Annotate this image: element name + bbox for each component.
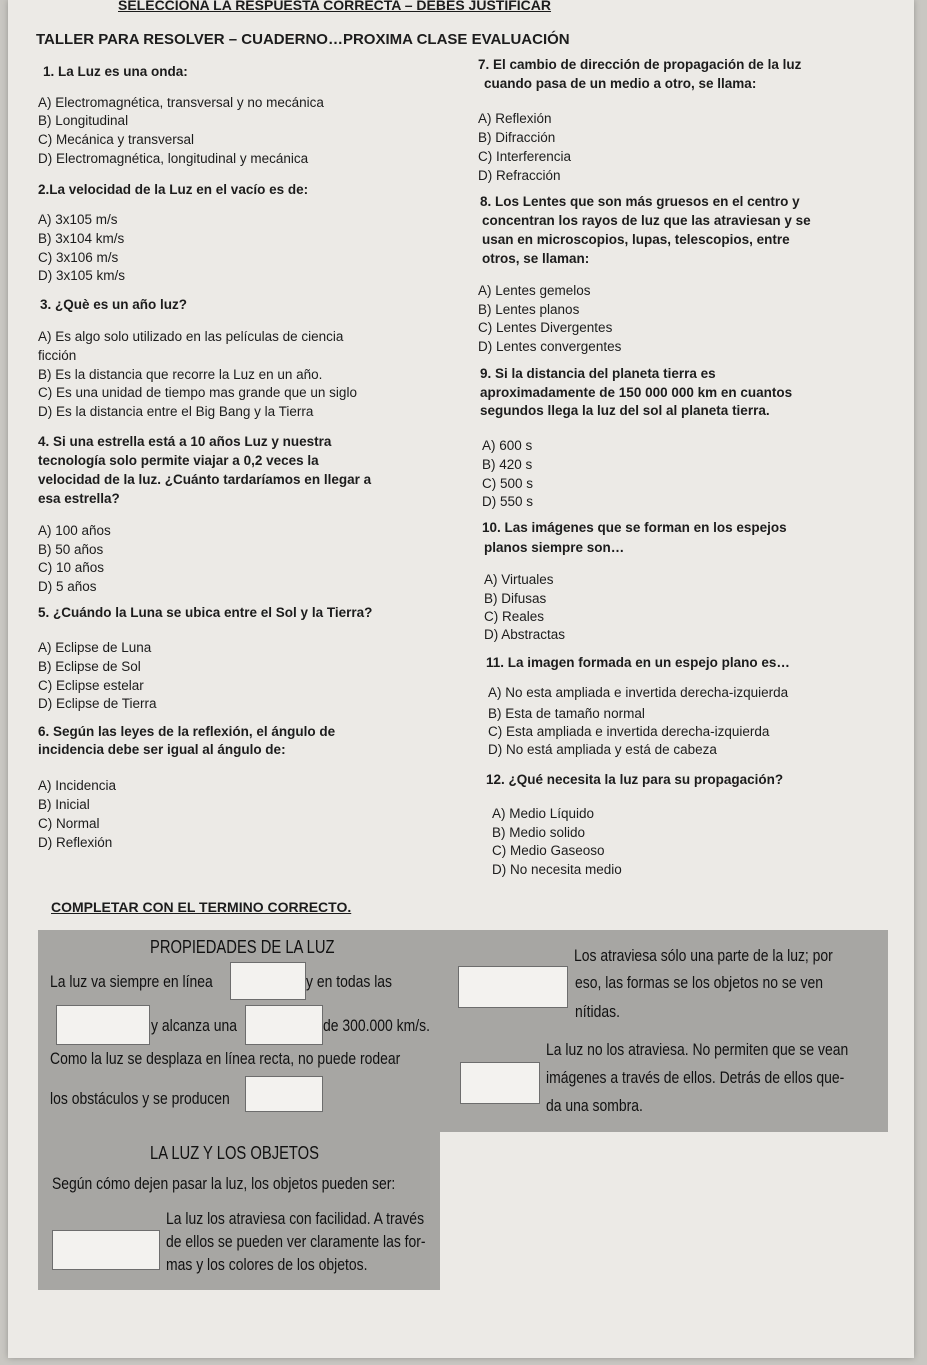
blank-box-3[interactable] <box>245 1005 323 1045</box>
q8-option-d: D) Lentes convergentes <box>478 339 622 354</box>
q3-option-a: A) Es algo solo utilizado en las películas de ciencia <box>38 329 344 344</box>
q9-option-d: D) 550 s <box>482 494 534 509</box>
opaque-line3: da una sombra. <box>546 1096 643 1115</box>
q6-option-c: C) Normal <box>38 816 100 831</box>
q2-option-b: B) 3x104 km/s <box>38 231 125 246</box>
line-4: los obstáculos y se producen <box>50 1089 230 1108</box>
question-8-line4: otros, se llaman: <box>482 251 590 266</box>
q8-option-b: B) Lentes planos <box>478 302 580 317</box>
q4-option-d: D) 5 años <box>38 579 97 594</box>
q1-option-d: D) Electromagnética, longitudinal y mecánica <box>38 151 309 166</box>
q3-option-c: C) Es una unidad de tiempo mas grande que un siglo <box>38 385 357 400</box>
instruction-heading: SELECCIONA LA RESPUESTA CORRECTA – DEBES JUSTIFICAR <box>118 0 552 13</box>
q9-option-b: B) 420 s <box>482 457 533 472</box>
q6-option-a: A) Incidencia <box>38 778 117 793</box>
question-12: 12. ¿Qué necesita la luz para su propagación? <box>486 772 784 787</box>
line-3: Como la luz se desplaza en línea recta, no puede rodear <box>50 1049 401 1068</box>
q2-option-a: A) 3x105 m/s <box>38 212 118 227</box>
line-2b: de 300.000 km/s. <box>323 1016 430 1035</box>
question-10-line1: 10. Las imágenes que se forman en los espejos <box>482 520 787 535</box>
q8-option-c: C) Lentes Divergentes <box>478 320 613 335</box>
question-6-line1: 6. Según las leyes de la reflexión, el ángulo de <box>38 724 336 739</box>
question-4-line2: tecnología solo permite viajar a 0,2 veces la <box>38 453 319 468</box>
objects-title: LA LUZ Y LOS OBJETOS <box>150 1143 320 1163</box>
line-1a: La luz va siempre en línea <box>50 972 213 991</box>
opaque-line2: imágenes a través de ellos. Detrás de ellos que- <box>546 1068 845 1087</box>
line-2a: y alcanza una <box>151 1016 238 1035</box>
q6-option-d: D) Reflexión <box>38 835 113 850</box>
question-5: 5. ¿Cuándo la Luna se ubica entre el Sol y la Tierra? <box>38 605 373 620</box>
question-1: 1. La Luz es una onda: <box>43 64 188 79</box>
line-1b: y en todas las <box>306 972 393 991</box>
q4-option-c: C) 10 años <box>38 560 105 575</box>
question-9-line2: aproximadamente de 150 000 000 km en cuantos <box>480 385 793 400</box>
q9-option-c: C) 500 s <box>482 476 534 491</box>
transparent-line3: mas y los colores de los objetos. <box>166 1255 368 1274</box>
blank-box-opaque[interactable] <box>460 1062 540 1104</box>
q10-option-b: B) Difusas <box>484 591 547 606</box>
properties-title: PROPIEDADES DE LA LUZ <box>150 937 335 957</box>
question-6-line2: incidencia debe ser igual al ángulo de: <box>38 742 286 757</box>
q2-option-c: C) 3x106 m/s <box>38 250 119 265</box>
q12-option-d: D) No necesita medio <box>492 862 622 877</box>
q11-option-b: B) Esta de tamaño normal <box>488 706 645 721</box>
q5-option-a: A) Eclipse de Luna <box>38 640 152 655</box>
question-8-line2: concentran los rayos de luz que las atraviesan y se <box>482 213 811 228</box>
q2-option-d: D) 3x105 km/s <box>38 268 126 283</box>
q3-option-b: B) Es la distancia que recorre la Luz en un año. <box>38 367 323 382</box>
question-3: 3. ¿Què es un año luz? <box>40 297 188 312</box>
q7-option-a: A) Reflexión <box>478 111 552 126</box>
q7-option-c: C) Interferencia <box>478 149 572 164</box>
transparent-line2: de ellos se pueden ver claramente las for- <box>166 1232 426 1251</box>
q3-option-a-cont: ficción <box>38 348 77 363</box>
q5-option-b: B) Eclipse de Sol <box>38 659 141 674</box>
question-4-line3: velocidad de la luz. ¿Cuánto tardaríamos en llegar a <box>38 472 372 487</box>
q9-option-a: A) 600 s <box>482 438 533 453</box>
q7-option-b: B) Difracción <box>478 130 556 145</box>
blank-box-2[interactable] <box>56 1005 150 1045</box>
q10-option-a: A) Virtuales <box>484 572 554 587</box>
worksheet-page <box>8 0 914 1358</box>
blank-box-translucent[interactable] <box>458 966 568 1008</box>
question-9-line3: segundos llega la luz del sol al planeta tierra. <box>480 403 770 418</box>
translucent-line2: eso, las formas se los objetos no se ven <box>575 973 823 992</box>
q3-option-d: D) Es la distancia entre el Big Bang y la Tierra <box>38 404 314 419</box>
translucent-line3: nítidas. <box>575 1002 620 1021</box>
q4-option-b: B) 50 años <box>38 542 104 557</box>
q12-option-b: B) Medio solido <box>492 825 586 840</box>
transparent-line1: La luz los atraviesa con facilidad. A través <box>166 1209 425 1228</box>
question-4-line4: esa estrella? <box>38 491 120 506</box>
q11-option-d: D) No está ampliada y está de cabeza <box>488 742 717 757</box>
q7-option-d: D) Refracción <box>478 168 561 183</box>
q10-option-c: C) Reales <box>484 609 545 624</box>
question-10-line2: planos siempre son… <box>484 540 625 555</box>
blank-box-1[interactable] <box>230 962 306 1000</box>
q12-option-a: A) Medio Líquido <box>492 806 595 821</box>
complete-heading: COMPLETAR CON EL TERMINO CORRECTO. <box>51 899 352 915</box>
q10-option-d: D) Abstractas <box>484 627 566 642</box>
question-2: 2.La velocidad de la Luz en el vacío es de: <box>38 182 309 197</box>
question-4-line1: 4. Si una estrella está a 10 años Luz y nuestra <box>38 434 332 449</box>
page-title: TALLER PARA RESOLVER – CUADERNO…PROXIMA CLASE EVALUACIÓN <box>36 31 570 48</box>
blank-box-transparent[interactable] <box>52 1230 160 1270</box>
q1-option-a: A) Electromagnética, transversal y no mecánica <box>38 95 324 110</box>
question-8-line1: 8. Los Lentes que son más gruesos en el centro y <box>480 194 800 209</box>
q5-option-d: D) Eclipse de Tierra <box>38 696 157 711</box>
translucent-line1: Los atraviesa sólo una parte de la luz; por <box>574 946 833 965</box>
q12-option-c: C) Medio Gaseoso <box>492 843 605 858</box>
question-11: 11. La imagen formada en un espejo plano es… <box>486 655 790 670</box>
question-7-line1: 7. El cambio de dirección de propagación de la luz <box>478 57 802 72</box>
objects-intro: Según cómo dejen pasar la luz, los objetos pueden ser: <box>52 1174 396 1193</box>
blank-box-4[interactable] <box>245 1076 323 1112</box>
q1-option-c: C) Mecánica y transversal <box>38 132 195 147</box>
question-8-line3: usan en microscopios, lupas, telescopios, entre <box>482 232 790 247</box>
q11-option-c: C) Esta ampliada e invertida derecha-izquierda <box>488 724 770 739</box>
q11-option-a: A) No esta ampliada e invertida derecha-izquierda <box>488 685 789 700</box>
q8-option-a: A) Lentes gemelos <box>478 283 591 298</box>
q5-option-c: C) Eclipse estelar <box>38 678 144 693</box>
question-9-line1: 9. Si la distancia del planeta tierra es <box>480 366 716 381</box>
question-7-line2: cuando pasa de un medio a otro, se llama: <box>484 76 757 91</box>
opaque-line1: La luz no los atraviesa. No permiten que se vean <box>546 1040 849 1059</box>
q6-option-b: B) Inicial <box>38 797 90 812</box>
q4-option-a: A) 100 años <box>38 523 111 538</box>
q1-option-b: B) Longitudinal <box>38 113 129 128</box>
